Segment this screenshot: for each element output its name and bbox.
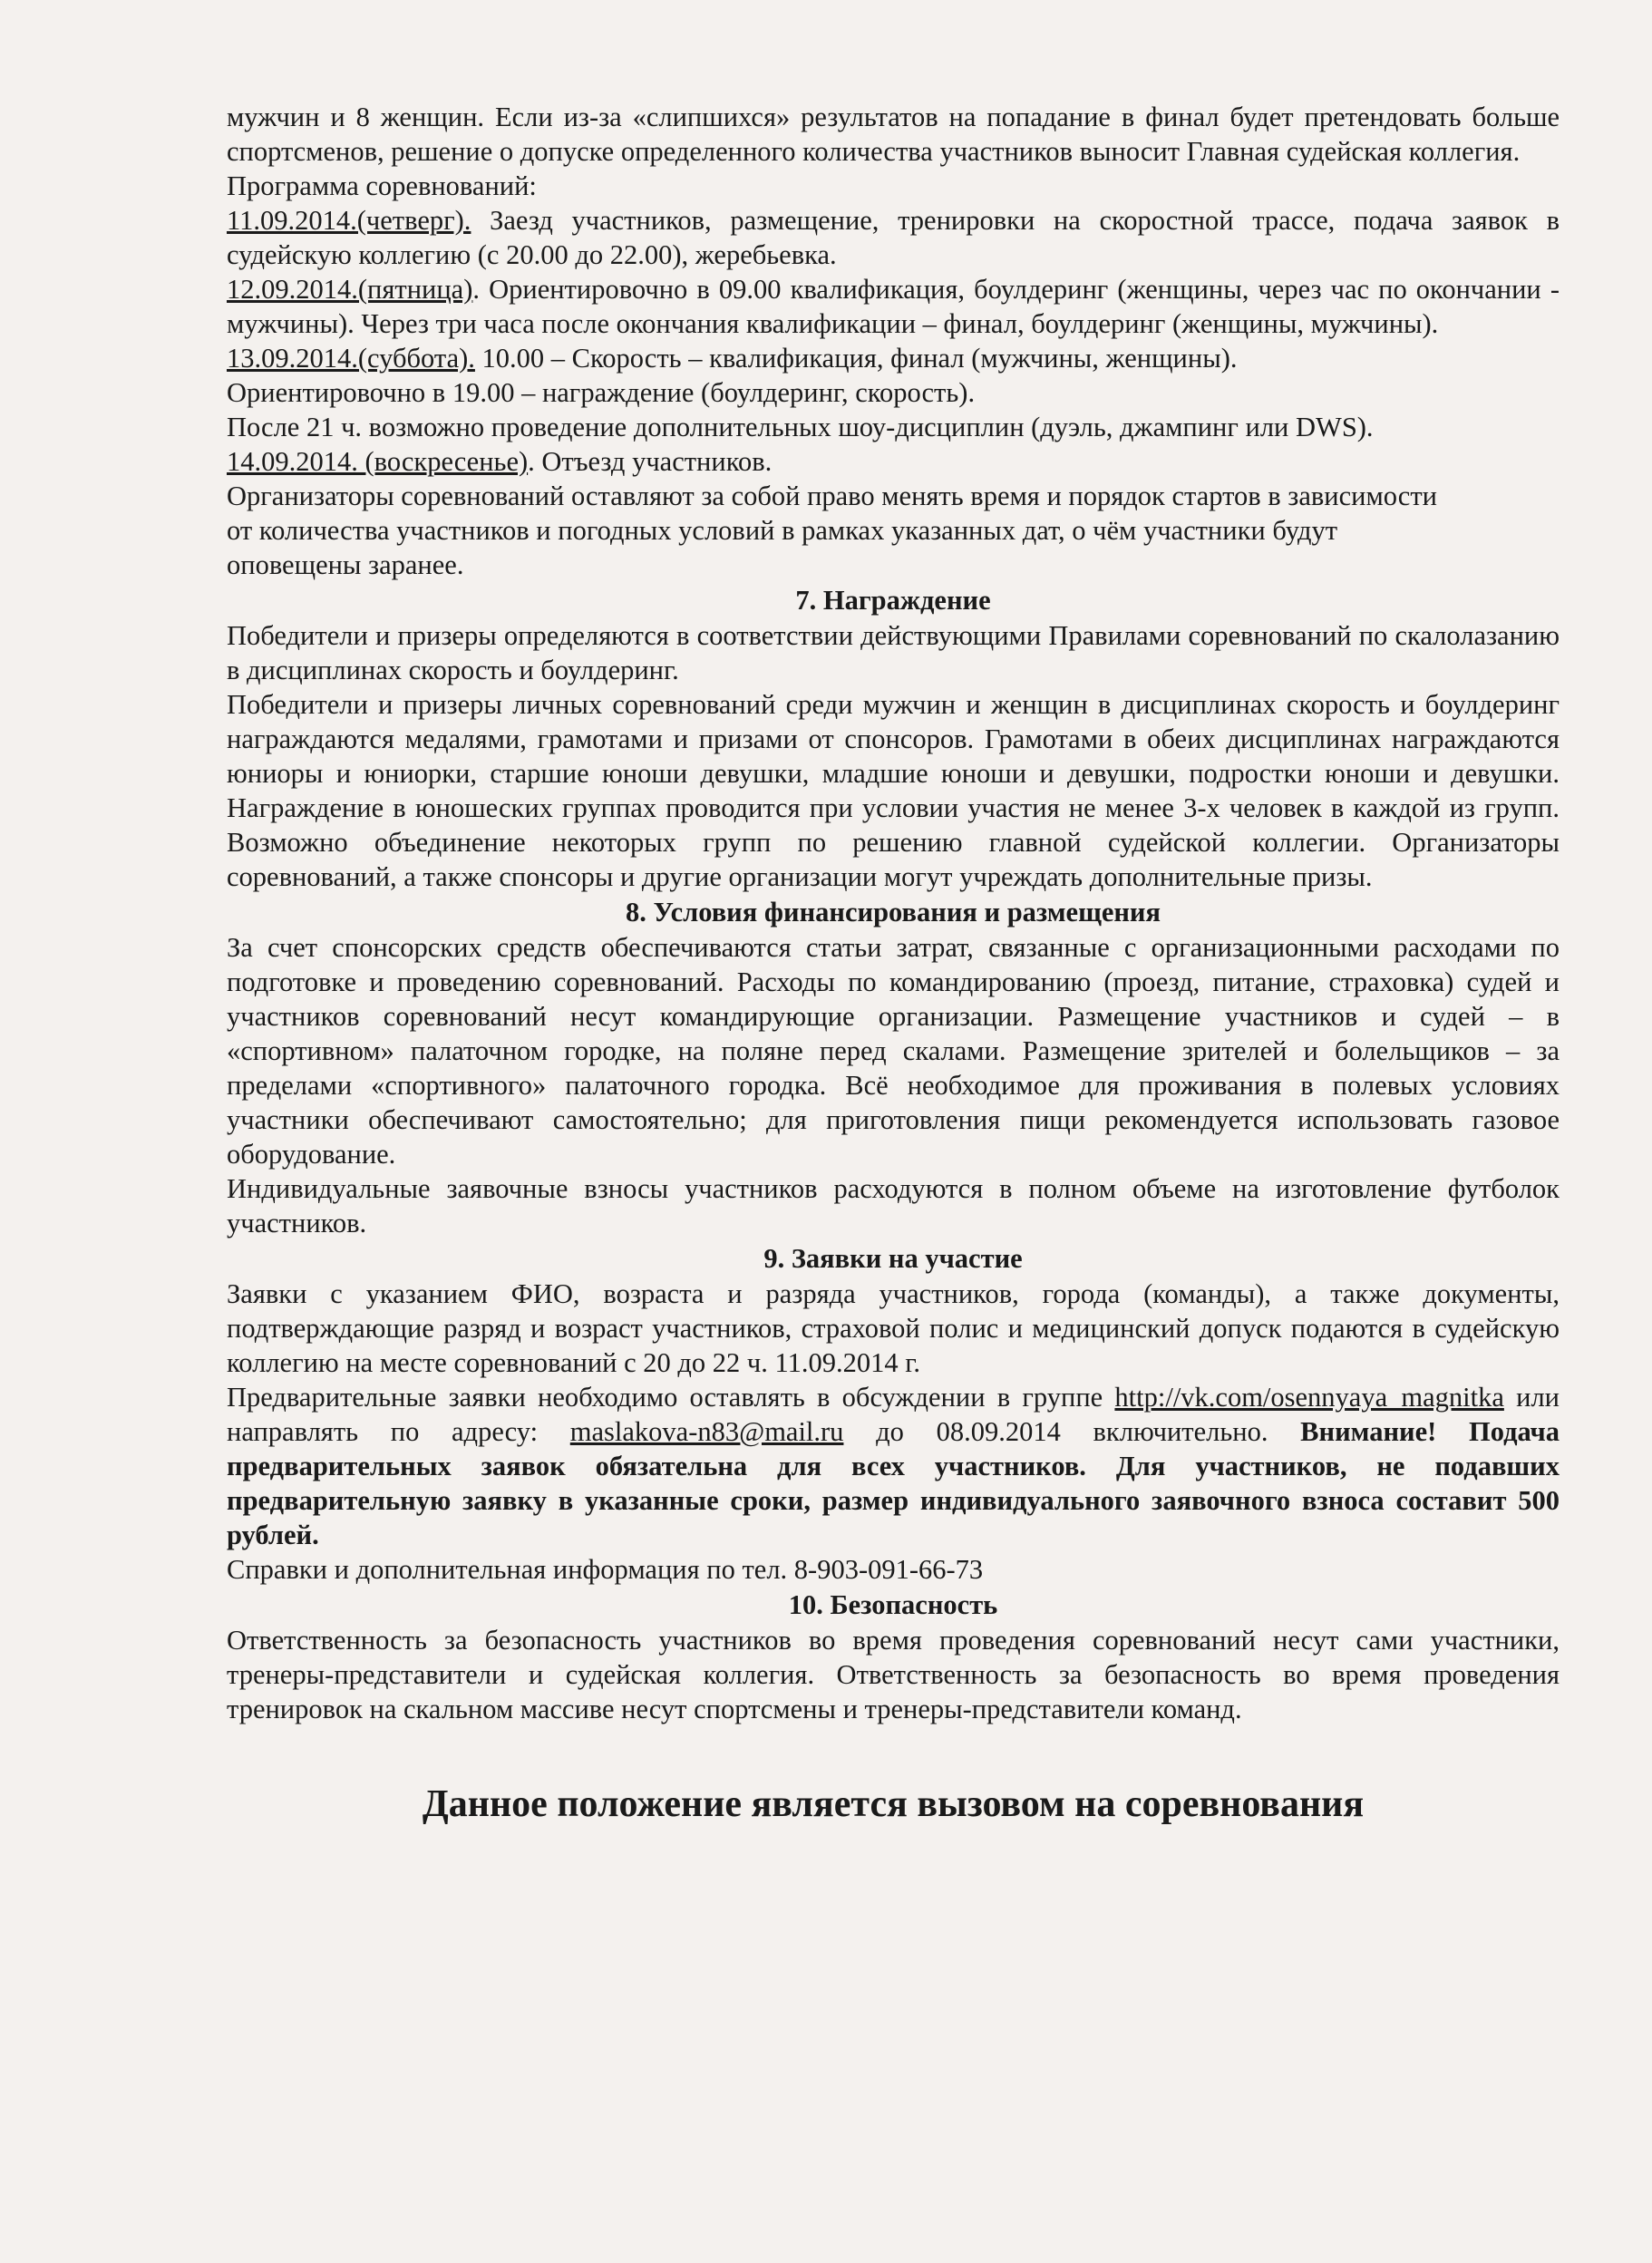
section-10-paragraph-1: Ответственность за безопасность участников во время проведения соревнований несут сами участники, тренеры-представители и судейская коллегия. Ответственность за безопасность во время проведения тренировок на скальном массиве несут спортсмены и тренеры-представители команд. — [227, 1625, 1560, 1724]
schedule-date: 12.09.2014.(пятница) — [227, 274, 473, 305]
schedule-date: 13.09.2014.(суббота). — [227, 343, 475, 374]
document-body — [227, 100, 1560, 1828]
intro-paragraph: мужчин и 8 женщин. Если из-за «слипшихся» результатов на попадание в финал будет претендовать больше спортсменов, решение о допуске определенного количества участников выносит Главная судейская коллегия. — [227, 102, 1560, 167]
warning-text: Внимание! Подача предварительных заявок обязательна для всех участников. Для участников, не подавших предварительную заявку в указанные сроки, размер индивидуального заявочного взноса составит 500 рублей. — [227, 1416, 1560, 1550]
schedule-departure — [227, 444, 1560, 479]
schedule-text: . Ориентировочно в 09.00 квалификация, боулдеринг (женщины, через час по окончании - мужчины). Через три часа после окончания квалификации – финал, боулдеринг (женщины, мужчины). — [227, 274, 1560, 339]
contact-info: Справки и дополнительная информация по тел. 8-903-091-66-73 — [227, 1554, 984, 1585]
schedule-date: 14.09.2014. (воскресенье) — [227, 446, 529, 477]
text-fragment: до 08.09.2014 включительно. — [843, 1416, 1301, 1447]
schedule-day-3 — [227, 341, 1560, 375]
organizers-note: Организаторы соревнований оставляют за собой право менять время и порядок стартов в зависимости от количества участников и погодных условий в рамках указанных дат, о чём участники будут оповещены заранее. — [227, 481, 1437, 580]
section-9-paragraph-1: Заявки с указанием ФИО, возраста и разряда участников, города (команды), а также документы, подтверждающие разряд и возраст участников, страховой полис и медицинский допуск подаются в судейскую коллегию на месте соревнований с 20 до 22 ч. 11.09.2014 г. — [227, 1278, 1560, 1378]
section-7-title: 7. Награждение — [795, 585, 991, 616]
section-9-title: 9. Заявки на участие — [763, 1243, 1023, 1274]
email-link[interactable]: maslakova-n83@mail.ru — [569, 1416, 844, 1447]
text-fragment: или направлять по адресу: — [227, 1382, 1560, 1447]
schedule-day-1 — [227, 203, 1560, 272]
program-title: Программа соревнований: — [227, 170, 537, 201]
vk-group-link[interactable]: http://vk.com/osennyaya_magnitka — [1114, 1382, 1504, 1413]
schedule-extra-1: Ориентировочно в 19.00 – награждение (боулдеринг, скорость). — [227, 377, 976, 408]
schedule-text: . Отъезд участников. — [528, 446, 773, 477]
section-8-paragraph-2: Индивидуальные заявочные взносы участников расходуются в полном объеме на изготовление футболок участников. — [227, 1173, 1560, 1238]
text-fragment: Предварительные заявки необходимо оставлять в обсуждении в группе — [227, 1382, 1115, 1413]
section-7-paragraph-1: Победители и призеры определяются в соответствии действующими Правилами соревнований по скалолазанию в дисциплинах скорость и боулдеринг. — [227, 620, 1560, 685]
closing-statement: Данное положение является вызовом на соревнования — [422, 1783, 1365, 1825]
section-9-paragraph-2 — [227, 1380, 1560, 1552]
section-10-title: 10. Безопасность — [788, 1589, 998, 1620]
schedule-date: 11.09.2014.(четверг). — [227, 205, 471, 236]
section-7-paragraph-2: Победители и призеры личных соревнований среди мужчин и женщин в дисциплинах скорость и боулдеринг награждаются медалями, грамотами и призами от спонсоров. Грамотами в обеих дисциплинах награждаются юниоры и юниорки, старшие юноши девушки, младшие юноши и девушки, подростки юноши и девушки. Награждение в юношеских группах проводится при условии участия не менее 3-х человек в каждой из групп. Возможно объединение некоторых групп по решению главной судейской коллегии. Организаторы соревнований, а также спонсоры и другие организации могут учреждать дополнительные призы. — [227, 689, 1560, 892]
section-8-paragraph-1: За счет спонсорских средств обеспечиваются статьи затрат, связанные с организационными расходами по подготовке и проведению соревнований. Расходы по командированию (проезд, питание, страховка) судей и участников соревнований несут командирующие организации. Размещение участников и судей – в «спортивном» палаточном городке, на поляне перед скалами. Размещение зрителей и болельщиков – за пределами «спортивного» палаточного городка. Всё необходимое для проживания в полевых условиях участники обеспечивают самостоятельно; для приготовления пищи рекомендуется использовать газовое оборудование. — [227, 932, 1560, 1170]
schedule-text: Заезд участников, размещение, тренировки на скоростной трассе, подача заявок в судейскую коллегию (с 20.00 до 22.00), жеребьевка. — [227, 205, 1560, 270]
schedule-text: 10.00 – Скорость – квалификация, финал (мужчины, женщины). — [474, 343, 1238, 374]
schedule-day-2 — [227, 272, 1560, 341]
schedule-extra-2: После 21 ч. возможно проведение дополнительных шоу-дисциплин (дуэль, джампинг или DWS). — [227, 412, 1374, 442]
section-8-title: 8. Условия финансирования и размещения — [625, 897, 1161, 928]
